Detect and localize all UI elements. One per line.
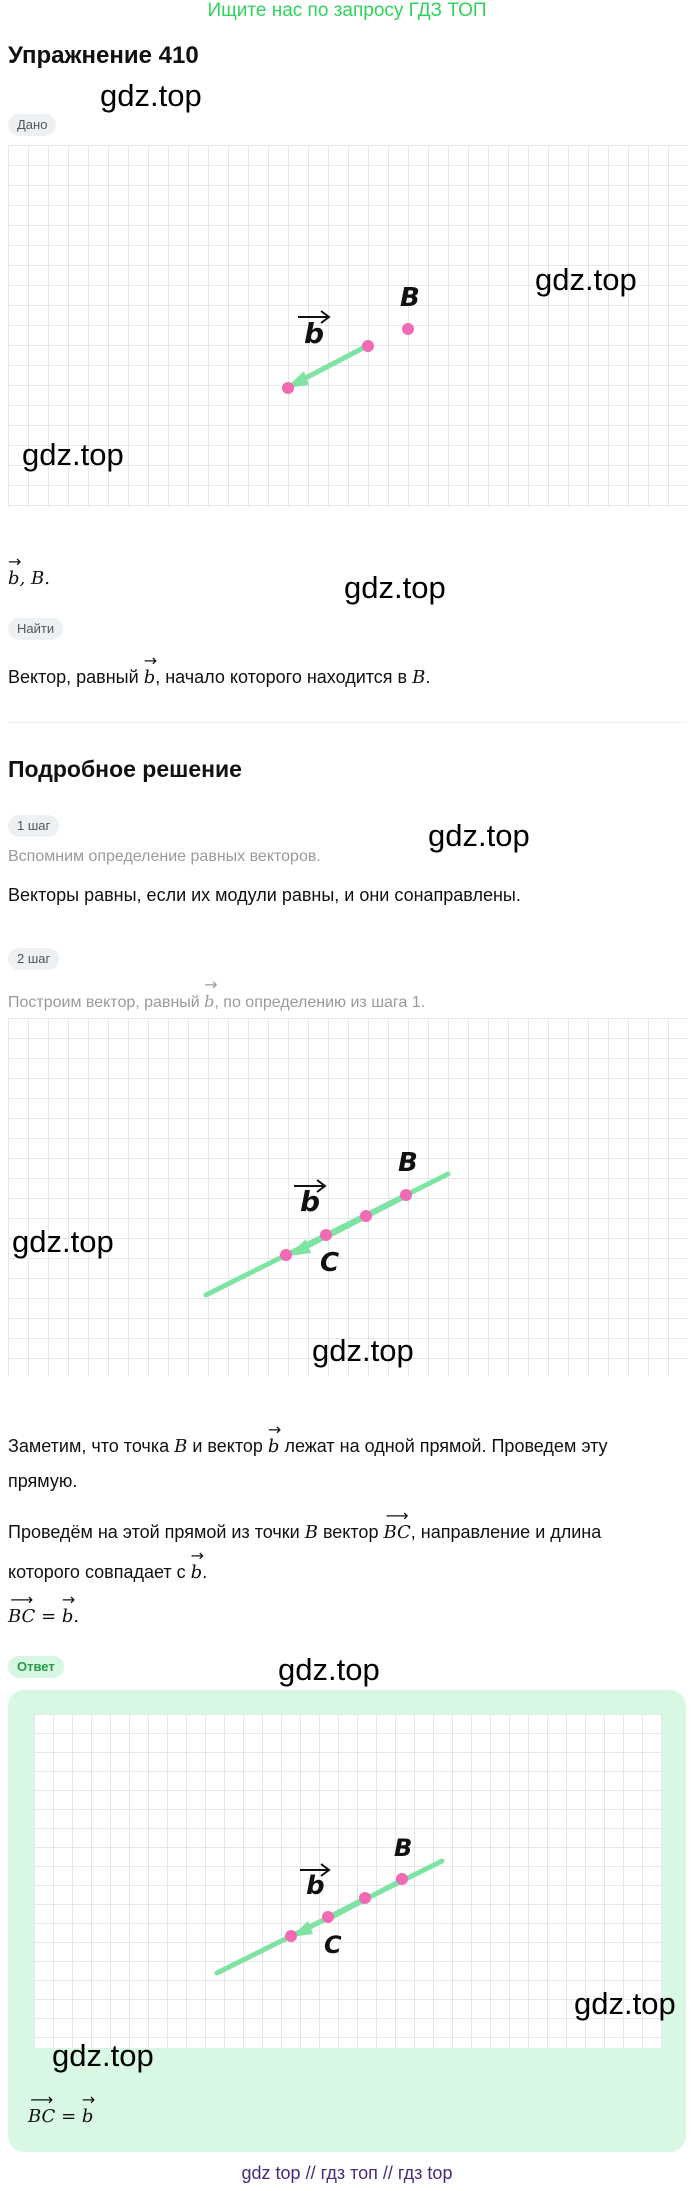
- find-text-before: Вектор, равный: [8, 667, 144, 687]
- answer-equation: [28, 2094, 93, 2134]
- find-point-B: B: [412, 667, 426, 688]
- step2-tag-wrap: [8, 948, 59, 970]
- watermark: gdz.top: [278, 1652, 380, 1687]
- watermark: gdz.top: [22, 437, 124, 472]
- para1-after: лежат на одной прямой. Проведем эту: [279, 1436, 608, 1456]
- answer-equation-lhs: ⟶ BC: [28, 2094, 55, 2134]
- watermark: gdz.top: [312, 1333, 414, 1368]
- step2-muted-after: , по определению из шага 1.: [214, 994, 426, 1011]
- para2-mid: вектор: [317, 1522, 384, 1542]
- answer-figure: [34, 1714, 662, 2048]
- step2-muted: [8, 986, 425, 1012]
- para2: [8, 1510, 684, 1590]
- answer-equation-rhs: → b: [82, 2094, 94, 2134]
- point-b-start: [359, 1892, 371, 1904]
- label-b: b: [300, 1185, 321, 1218]
- para2-line2-end: .: [202, 1562, 208, 1582]
- watermark: gdz.top: [52, 2038, 154, 2073]
- point-b-end: [280, 1249, 292, 1261]
- answer-equation-eq: =: [55, 2106, 82, 2127]
- footer: [0, 2163, 694, 2184]
- footer-separator: //: [377, 2163, 398, 2183]
- para1-vec-b: → b: [268, 1424, 280, 1464]
- step2-muted-before: Построим вектор, равный: [8, 994, 205, 1011]
- equation-end: .: [73, 1606, 80, 1627]
- para1-point-B: B: [174, 1436, 188, 1457]
- para2-after: , направление и длина: [410, 1522, 602, 1542]
- watermark: gdz.top: [12, 1224, 114, 1259]
- section-divider: [8, 722, 686, 723]
- find-text-end: .: [425, 667, 431, 687]
- point-b-start: [360, 1210, 372, 1222]
- find-vec-b: → b: [144, 655, 156, 695]
- find-tag: Найти: [8, 618, 63, 640]
- para2-line2-before: которого совпадает с: [8, 1562, 191, 1582]
- step2-figure: [8, 1018, 688, 1376]
- para1-mid: и вектор: [187, 1436, 268, 1456]
- step2-grid: [8, 1018, 688, 1376]
- exercise-title: Упражнение 410: [8, 42, 199, 69]
- label-b: b: [306, 1871, 325, 1901]
- para2-vec-BC: ⟶ BC: [383, 1510, 410, 1550]
- label-B: B: [394, 1834, 413, 1862]
- para2-point-B: B: [304, 1522, 318, 1543]
- label-B: B: [398, 1148, 418, 1178]
- point-b-end: [285, 1930, 297, 1942]
- answer-tag: Ответ: [8, 1656, 64, 1678]
- point-B: [396, 1873, 408, 1885]
- para2-vec-b: → b: [191, 1550, 203, 1590]
- step1-tag-wrap: [8, 815, 59, 837]
- point-B: [400, 1189, 412, 1201]
- point-B: [402, 323, 414, 335]
- find-text: [8, 655, 430, 695]
- label-b: b: [304, 317, 325, 350]
- equation-rhs: → b: [62, 1594, 74, 1634]
- given-rest: , B.: [19, 568, 50, 589]
- watermark: gdz.top: [344, 570, 446, 605]
- step1-muted: Вспомним определение равных векторов.: [8, 848, 321, 865]
- para1-line2: прямую.: [8, 1471, 78, 1491]
- point-C: [320, 1229, 332, 1241]
- equation-lhs: ⟶ BC: [8, 1594, 35, 1634]
- point-C: [322, 1911, 334, 1923]
- equation-eq: =: [35, 1606, 62, 1627]
- find-text-after: , начало которого находится в: [155, 667, 413, 687]
- para2-before: Проведём на этой прямой из точки: [8, 1522, 305, 1542]
- footer-link-gdz-top[interactable]: gdz top: [241, 2163, 301, 2183]
- point-b-end: [282, 382, 294, 394]
- given-tag: Дано: [8, 114, 56, 136]
- label-C: C: [324, 1931, 342, 1959]
- label-C: C: [320, 1248, 340, 1278]
- step2-tag: 2 шаг: [8, 948, 59, 970]
- watermark: gdz.top: [100, 78, 202, 113]
- find-tag-wrap: [8, 618, 63, 640]
- given-tag-wrap: [8, 114, 56, 136]
- watermark: gdz.top: [428, 818, 530, 853]
- footer-link-gdz-top-mixed[interactable]: гдз top: [397, 2163, 453, 2183]
- equation: [8, 1594, 79, 1634]
- label-B: B: [400, 283, 420, 313]
- given-text: [8, 556, 50, 596]
- step1-tag: 1 шаг: [8, 815, 59, 837]
- para1: [8, 1424, 684, 1498]
- solution-title: Подробное решение: [8, 756, 242, 782]
- step1-text: Векторы равны, если их модули равны, и они сонаправлены.: [8, 885, 521, 905]
- given-vec-b: → b: [8, 556, 20, 596]
- answer-tag-wrap: [8, 1656, 64, 1678]
- watermark: gdz.top: [535, 262, 637, 297]
- footer-separator: //: [300, 2163, 321, 2183]
- footer-link-gdz-top-ru[interactable]: гдз топ: [320, 2163, 378, 2183]
- watermark: gdz.top: [574, 1986, 676, 2021]
- para1-before: Заметим, что точка: [8, 1436, 175, 1456]
- step2-vec-b: → b: [204, 986, 214, 1011]
- top-banner[interactable]: Ищите нас по запросу ГДЗ ТОП: [207, 0, 487, 21]
- point-b-start: [362, 340, 374, 352]
